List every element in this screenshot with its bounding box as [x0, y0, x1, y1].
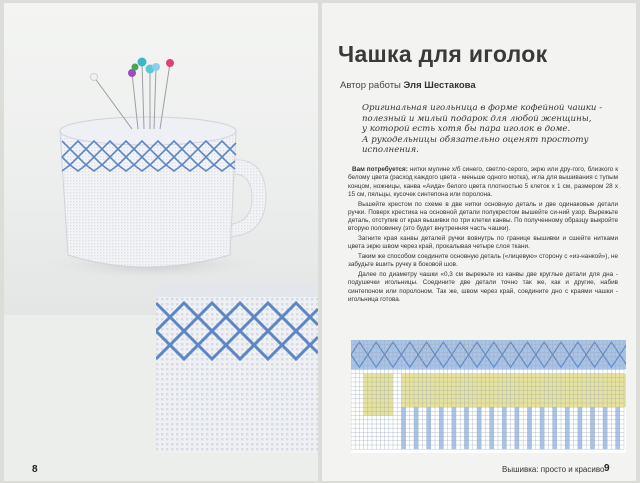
instruction-paragraph: Далее по диаметру чашки «0,3 см вырежьте из канвы две круглые детали для дна - подушечки игольницы. Соедините две детали точно так же, как и другие, набив синтепоном или поролоном. Так же, швом через край, соедините дно с краями чашки - игольница готова.: [348, 271, 618, 303]
instruction-paragraph: Вышейте крестом по схеме в две нитки основную деталь и две одинаковые детали ручки. Поверх крестика на основной детали полукрестом вышейте си-ний узор. Вырежьте деталь, отступив от края вышивки по три клетки канвы. По полученному образцу выкройте вторую половинку (это будет внутренняя часть чашки).: [348, 200, 618, 233]
page-number-right: 9: [604, 463, 610, 474]
intro-line: полезный и милый подарок для любой женщины,: [362, 113, 592, 124]
article-title: Чашка для иголок: [338, 41, 548, 67]
materials-text: нитки мулине х/б синего, светло-серого, экрю или дру-гого, близкого к белому цвета (расход каждого цвета - меньше одного мотка), игла для вышивания с тупым концом, ножницы, канва «Аида» белого цвета плотностью 5 клеток х 1 см, размером 28 х 15 см, пяльцы, кусочек синтепона или поролона.: [348, 166, 618, 198]
materials-lead: Вам потребуется:: [352, 166, 408, 173]
right-page: [322, 3, 636, 481]
instruction-paragraph: Загните края канвы деталей ручки вовнутрь по границе вышивки и сшейте нитками цвета экрю швом через край, прокалывая четыре слоя ткани.: [348, 235, 618, 251]
author-name: Эля Шестакова: [403, 80, 476, 91]
closeup-illustration: [156, 283, 318, 453]
cup-photo: [4, 3, 318, 315]
pincushion-cup-illustration: [4, 3, 318, 315]
instructions-text: [348, 166, 618, 306]
scheme-lattice-band: [351, 340, 626, 369]
magazine-footer: Вышивка: просто и красиво: [502, 465, 605, 474]
left-page: [4, 3, 318, 481]
embroidery-closeup-photo: [156, 283, 318, 453]
intro-line: у которой есть хотя бы пара иголок в доме.: [362, 124, 571, 135]
instruction-paragraph: Таким же способом соедините основную деталь («лицевую» сторону с «из-нанкой»), не забудьте вшить ручку в боковой шов.: [348, 253, 618, 269]
page-number-left: 8: [32, 464, 38, 475]
author-line: [340, 80, 476, 91]
author-label: Автор работы: [340, 80, 401, 91]
intro-line: исполнения.: [362, 145, 419, 156]
materials-paragraph: [348, 166, 618, 199]
intro-line: А рукодельницы обязательно оценят простоту: [362, 134, 589, 145]
cross-stitch-scheme: [351, 340, 626, 453]
intro-text: [362, 103, 624, 156]
intro-line: Оригинальная игольница в форме кофейной чашки -: [362, 103, 603, 113]
